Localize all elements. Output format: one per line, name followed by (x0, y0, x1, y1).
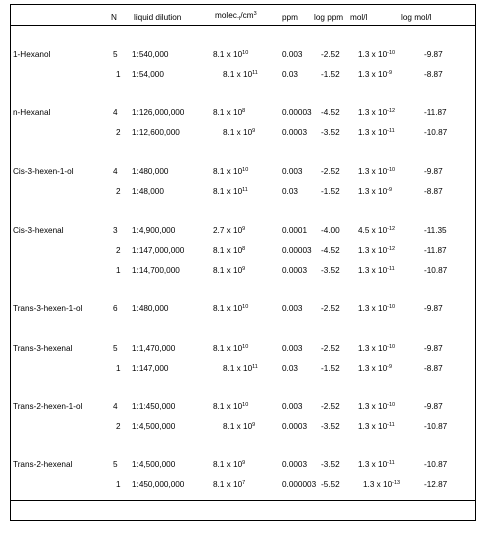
header-rule (10, 25, 476, 26)
cell-ppm: 0.03 (282, 187, 298, 196)
cell-n: 2 (116, 422, 121, 431)
cell-n: 4 (113, 402, 118, 411)
cell-log-ppm: -2.52 (321, 167, 340, 176)
cell-molec: 8.1 x $10^9$ (223, 128, 256, 137)
cell-log-ppm: -3.52 (321, 460, 340, 469)
cell-dilution: 1:14,700,000 (132, 266, 180, 275)
cell-log-ppm: -3.52 (321, 266, 340, 275)
cell-log-mol-l: -10.87 (424, 422, 448, 431)
cell-molec: 8.1 x $10^{10}$ (213, 402, 249, 411)
cell-mol-l: 1.3 x $10^{-11}$ (358, 128, 395, 137)
compound-name: n-Hexanal (13, 108, 51, 117)
cell-dilution: 1:4,500,000 (132, 422, 176, 431)
cell-ppm: 0.003 (282, 304, 303, 313)
cell-mol-l: 1.3 x $10^{-11}$ (358, 422, 395, 431)
cell-n: 4 (113, 167, 118, 176)
cell-log-mol-l: -8.87 (424, 187, 443, 196)
cell-log-ppm: -1.52 (321, 364, 340, 373)
cell-molec: 8.1 x $10^{11}$ (223, 364, 258, 373)
cell-dilution: 1:1:450,000 (132, 402, 176, 411)
cell-log-mol-l: -11.87 (424, 108, 447, 117)
cell-dilution: 1:54,000 (132, 70, 164, 79)
cell-ppm: 0.000003 (282, 480, 317, 489)
cell-mol-l: 1.3 x $10^{-12}$ (358, 246, 396, 255)
cell-log-mol-l: -8.87 (424, 70, 443, 79)
cell-molec: 8.1 x $10^9$ (223, 422, 256, 431)
table-frame (10, 4, 476, 521)
cell-mol-l: 1.3 x $10^{-10}$ (358, 304, 396, 313)
cell-log-mol-l: -9.87 (424, 344, 443, 353)
cell-mol-l: 1.3 x $10^{-9}$ (358, 364, 393, 373)
cell-log-mol-l: -10.87 (424, 128, 448, 137)
cell-n: 1 (116, 266, 121, 275)
cell-dilution: 1:480,000 (132, 167, 169, 176)
cell-log-mol-l: -8.87 (424, 364, 443, 373)
cell-n: 5 (113, 50, 118, 59)
cell-log-ppm: -1.52 (321, 187, 340, 196)
cell-n: 1 (116, 70, 121, 79)
compound-name: Cis-3-hexenal (13, 226, 64, 235)
cell-molec: 8.1 x $10^{10}$ (213, 304, 249, 313)
cell-log-mol-l: -10.87 (424, 266, 448, 275)
cell-ppm: 0.00003 (282, 246, 312, 255)
header-molec: $molec._l/cm^3$ (215, 11, 257, 22)
cell-n: 3 (113, 226, 118, 235)
cell-log-mol-l: -9.87 (424, 167, 443, 176)
cell-log-mol-l: -9.87 (424, 304, 443, 313)
cell-log-ppm: -4.52 (321, 108, 340, 117)
cell-molec: 8.1 x $10^{10}$ (213, 50, 249, 59)
cell-log-ppm: -3.52 (321, 128, 340, 137)
cell-n: 1 (116, 364, 121, 373)
cell-n: 1 (116, 480, 121, 489)
cell-mol-l: 1.3 x $10^{-9}$ (358, 187, 393, 196)
cell-log-mol-l: -9.87 (424, 402, 443, 411)
cell-ppm: 0.003 (282, 344, 303, 353)
cell-mol-l: 1.3 x $10^{-10}$ (358, 167, 396, 176)
compound-name: 1-Hexanol (13, 50, 51, 59)
header-n: N (111, 13, 117, 22)
cell-mol-l: 1.3 x $10^{-13}$ (363, 480, 401, 489)
cell-dilution: 1:147,000,000 (132, 246, 185, 255)
bottom-rule (10, 500, 476, 501)
cell-n: 6 (113, 304, 118, 313)
cell-molec: 8.1 x $10^{10}$ (213, 167, 249, 176)
cell-molec: 2.7 x $10^9$ (213, 226, 246, 235)
cell-log-mol-l: -9.87 (424, 50, 443, 59)
compound-name: Trans-2-hexenal (13, 460, 73, 469)
cell-dilution: 1:48,000 (132, 187, 164, 196)
header-dilution: liquid dilution (134, 13, 182, 22)
cell-dilution: 1:480,000 (132, 304, 169, 313)
cell-log-ppm: -5.52 (321, 480, 340, 489)
cell-dilution: 1:126,000,000 (132, 108, 185, 117)
cell-mol-l: 1.3 x $10^{-12}$ (358, 108, 396, 117)
header-log-mol-l: log mol/l (401, 13, 432, 22)
cell-dilution: 1:450,000,000 (132, 480, 185, 489)
cell-mol-l: 1.3 x $10^{-10}$ (358, 402, 396, 411)
cell-n: 2 (116, 246, 121, 255)
cell-log-ppm: -2.52 (321, 344, 340, 353)
cell-molec: 8.1 x $10^7$ (213, 480, 246, 489)
compound-name: Trans-3-hexen-1-ol (13, 304, 83, 313)
cell-log-ppm: -1.52 (321, 70, 340, 79)
cell-ppm: 0.003 (282, 167, 303, 176)
cell-ppm: 0.03 (282, 70, 298, 79)
cell-ppm: 0.0001 (282, 226, 308, 235)
cell-ppm: 0.00003 (282, 108, 312, 117)
cell-molec: 8.1 x $10^9$ (213, 460, 246, 469)
cell-log-mol-l: -12.87 (424, 480, 448, 489)
cell-log-ppm: -2.52 (321, 50, 340, 59)
compound-name: Cis-3-hexen-1-ol (13, 167, 74, 176)
cell-mol-l: 1.3 x $10^{-11}$ (358, 460, 395, 469)
cell-n: 2 (116, 128, 121, 137)
cell-log-mol-l: -11.87 (424, 246, 447, 255)
cell-ppm: 0.0003 (282, 460, 308, 469)
cell-log-ppm: -4.52 (321, 246, 340, 255)
cell-mol-l: 1.3 x $10^{-10}$ (358, 50, 396, 59)
cell-ppm: 0.0003 (282, 128, 308, 137)
cell-log-ppm: -2.52 (321, 304, 340, 313)
cell-n: 5 (113, 460, 118, 469)
cell-dilution: 1:540,000 (132, 50, 169, 59)
cell-mol-l: 1.3 x $10^{-10}$ (358, 344, 396, 353)
cell-ppm: 0.0003 (282, 422, 308, 431)
cell-dilution: 1:147,000 (132, 364, 169, 373)
cell-ppm: 0.0003 (282, 266, 308, 275)
cell-n: 4 (113, 108, 118, 117)
cell-molec: 8.1 x $10^9$ (213, 266, 246, 275)
cell-n: 5 (113, 344, 118, 353)
cell-mol-l: 4.5 x $10^{-12}$ (358, 226, 396, 235)
cell-ppm: 0.03 (282, 364, 298, 373)
cell-molec: 8.1 x $10^8$ (213, 246, 246, 255)
header-ppm: ppm (282, 13, 298, 22)
cell-log-ppm: -2.52 (321, 402, 340, 411)
header-mol-l: mol/l (350, 13, 368, 22)
cell-dilution: 1:4,900,000 (132, 226, 176, 235)
cell-mol-l: 1.3 x $10^{-11}$ (358, 266, 395, 275)
compound-name: Trans-3-hexenal (13, 344, 73, 353)
cell-ppm: 0.003 (282, 402, 303, 411)
cell-dilution: 1:4,500,000 (132, 460, 176, 469)
header-log-ppm: log ppm (314, 13, 344, 22)
cell-molec: 8.1 x $10^8$ (213, 108, 246, 117)
cell-log-ppm: -3.52 (321, 422, 340, 431)
cell-mol-l: 1.3 x $10^{-9}$ (358, 70, 393, 79)
cell-n: 2 (116, 187, 121, 196)
cell-molec: 8.1 x $10^{11}$ (223, 70, 258, 79)
cell-dilution: 1:1,470,000 (132, 344, 176, 353)
cell-log-ppm: -4.00 (321, 226, 340, 235)
cell-molec: 8.1 x $10^{11}$ (213, 187, 248, 196)
cell-log-mol-l: -10.87 (424, 460, 448, 469)
cell-ppm: 0.003 (282, 50, 303, 59)
cell-molec: 8.1 x $10^{10}$ (213, 344, 249, 353)
cell-dilution: 1:12,600,000 (132, 128, 180, 137)
compound-name: Trans-2-hexen-1-ol (13, 402, 83, 411)
cell-log-mol-l: -11.35 (424, 226, 447, 235)
